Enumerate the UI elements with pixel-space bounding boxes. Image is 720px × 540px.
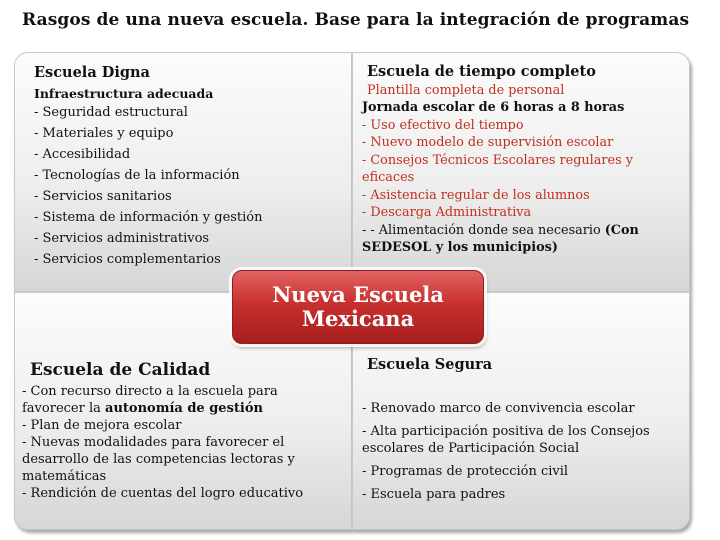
list-item: - Accesibilidad	[34, 147, 131, 162]
list-item: - Rendición de cuentas del logro educativo	[22, 486, 304, 501]
nueva-escuela-mexicana-box	[232, 270, 484, 344]
list-item: - Sistema de información y gestión	[34, 210, 263, 225]
list-item: - Seguridad estructural	[34, 105, 188, 120]
con-text: (Con	[604, 222, 639, 238]
list-item: - Uso efectivo del tiempo	[362, 117, 524, 133]
list-item: Jornada escolar de 6 horas a 8 horas	[362, 100, 625, 115]
list-item: escolares de Participación Social	[362, 441, 580, 456]
favorecer-text: favorecer la	[22, 401, 106, 416]
list-item: - Materiales y equipo	[34, 126, 174, 141]
escuela-calidad-heading: Escuela de Calidad	[30, 360, 211, 380]
list-item: - Plan de mejora escolar	[22, 418, 182, 433]
center-line-1: Nueva Escuela	[272, 282, 444, 307]
list-item	[362, 222, 639, 240]
list-item: - Escuela para padres	[362, 487, 506, 502]
list-item: - Descarga Administrativa	[362, 205, 532, 220]
list-item: - Programas de protección civil	[362, 464, 569, 479]
list-item: Plantilla completa de personal	[367, 82, 565, 98]
list-item: desarrollo de las competencias lectoras y	[22, 452, 295, 467]
list-item: - Con recurso directo a la escuela para	[22, 384, 278, 399]
list-item: - Servicios administrativos	[34, 231, 210, 246]
alimentacion-text: - - Alimentación donde sea necesario	[362, 222, 605, 238]
autonomia-text: autonomía de gestión	[105, 401, 263, 416]
list-item: - Renovado marco de convivencia escolar	[362, 401, 635, 416]
escuela-tiempo-completo-heading: Escuela de tiempo completo	[367, 63, 596, 80]
escuela-segura-text	[362, 356, 650, 503]
infraestructura-subheading: Infraestructura adecuada	[34, 86, 214, 101]
list-item: - Alta participación positiva de los Consejos	[362, 424, 650, 439]
list-item: - Servicios complementarios	[34, 252, 221, 267]
list-item: - Tecnologías de la información	[34, 168, 240, 183]
list-item: - Nuevo modelo de supervisión escolar	[362, 135, 614, 150]
escuela-digna-text	[34, 62, 263, 270]
center-line-2: Mexicana	[301, 306, 415, 331]
list-item	[22, 400, 303, 417]
list-item: - Servicios sanitarios	[34, 189, 172, 204]
escuela-calidad-text	[22, 362, 303, 502]
list-item: eficaces	[362, 170, 415, 185]
list-item: matemáticas	[22, 469, 107, 484]
escuela-tiempo-completo-text	[362, 63, 639, 257]
list-item: - Asistencia regular de los alumnos	[362, 187, 590, 203]
list-item: - Nuevas modalidades para favorecer el	[22, 435, 285, 450]
page-title: Rasgos de una nueva escuela. Base para la integración de programas	[22, 10, 690, 30]
escuela-segura-heading: Escuela Segura	[367, 356, 493, 373]
escuela-digna-heading: Escuela Digna	[34, 64, 150, 81]
list-item: - Consejos Técnicos Escolares regulares y	[362, 152, 633, 168]
list-item: SEDESOL y los municipios)	[362, 240, 558, 255]
